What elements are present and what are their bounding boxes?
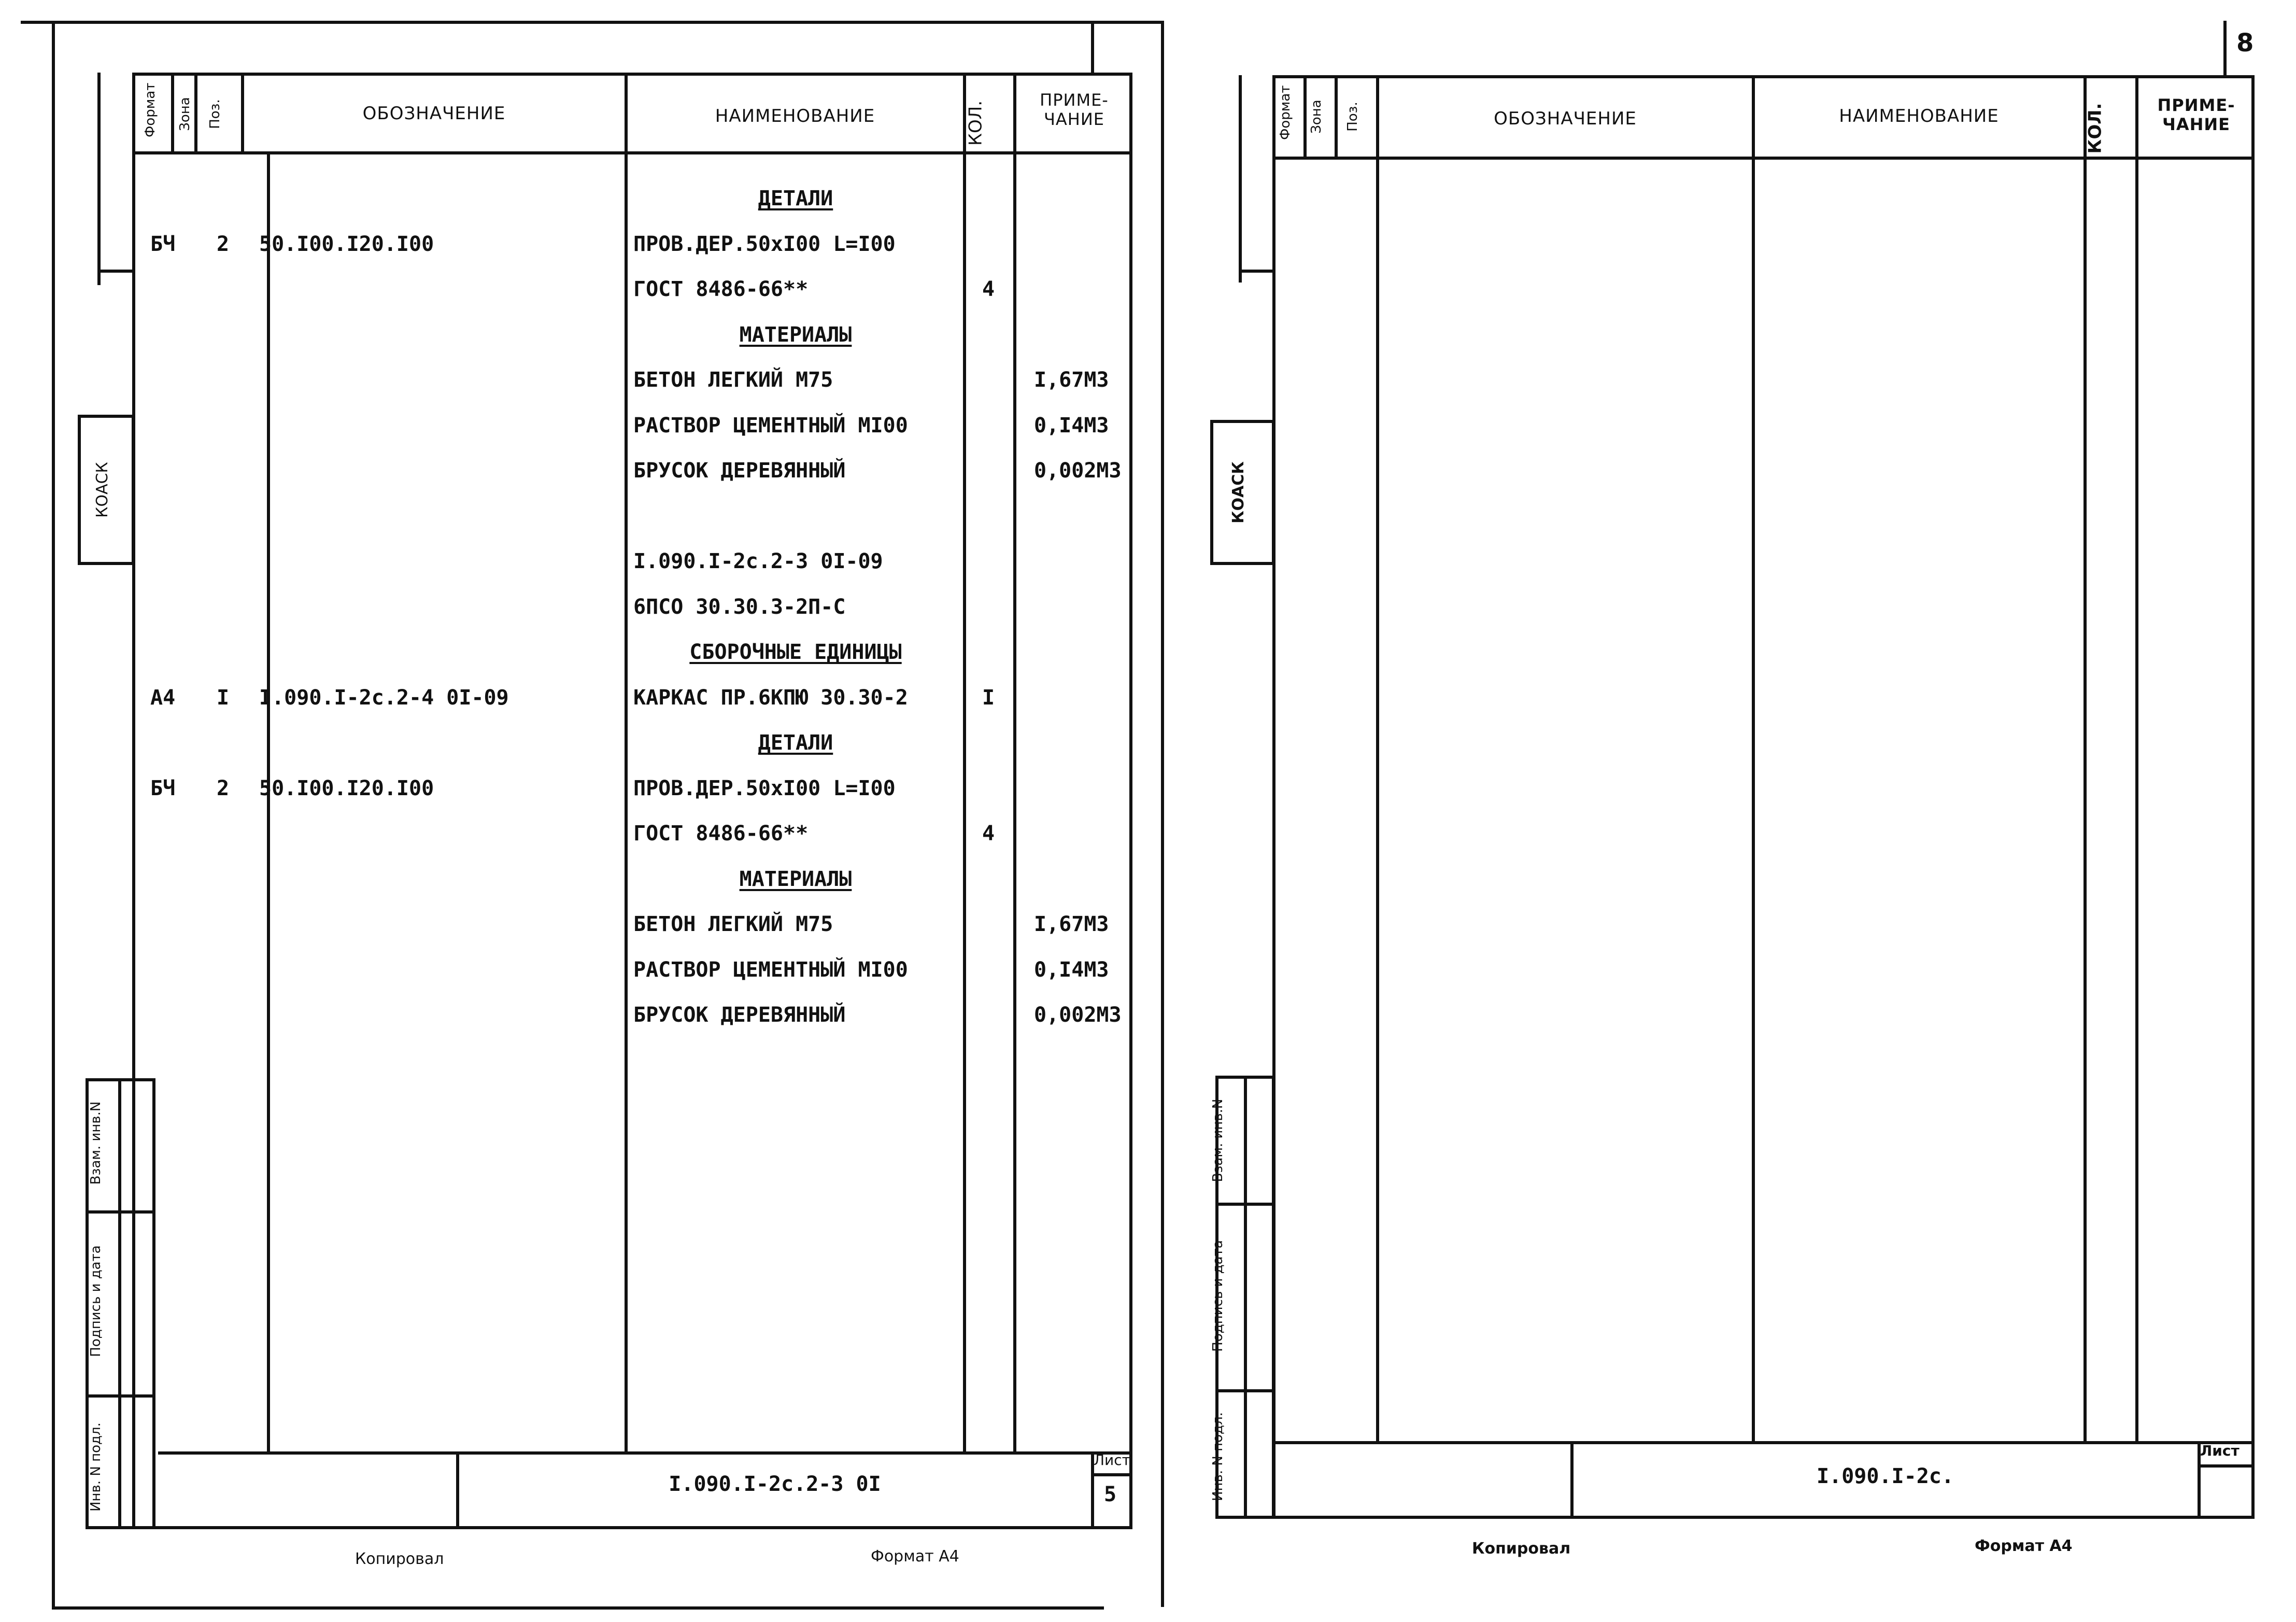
section-heading: СБОРОЧНЫЕ ЕДИНИЦЫ bbox=[689, 640, 902, 664]
note-cell: 0,002М3 bbox=[1034, 459, 1122, 483]
copied-label: Копировал bbox=[355, 1550, 444, 1568]
side-strip-line bbox=[97, 270, 134, 273]
name-cell: I.090.I-2с.2-3 0I-09 bbox=[633, 549, 883, 573]
pos-cell: I bbox=[217, 686, 230, 710]
stamp-label: КОАСК bbox=[1229, 461, 1248, 524]
sign-date-label: Подпись и дата bbox=[88, 1245, 104, 1357]
qty-cell: 4 bbox=[982, 277, 995, 301]
format-header: Формат bbox=[143, 82, 158, 137]
zone-header: Зона bbox=[177, 97, 193, 131]
col-line bbox=[1376, 75, 1379, 1441]
doc-code: I.090.I-2с. bbox=[1817, 1464, 1954, 1488]
left-top-tab bbox=[1091, 21, 1094, 73]
format-label: Формат А4 bbox=[871, 1547, 959, 1565]
col-line bbox=[267, 151, 270, 1452]
col-line bbox=[171, 73, 174, 153]
stamp-label: КОАСК bbox=[93, 462, 111, 518]
sheet-label: Лист bbox=[1094, 1451, 1130, 1469]
format-cell: БЧ bbox=[150, 777, 176, 800]
col-line bbox=[1013, 73, 1016, 1454]
note-cell: I,67М3 bbox=[1034, 368, 1109, 392]
side-sign-line bbox=[1215, 1203, 1275, 1206]
sign-date-label: Подпись и дата bbox=[1210, 1240, 1226, 1352]
inv-orig-label: Инв. N подл. bbox=[88, 1422, 104, 1512]
designation-cell: I.090.I-2с.2-4 0I-09 bbox=[259, 686, 509, 710]
left-bottom-edge bbox=[52, 1606, 1104, 1610]
col-line bbox=[625, 73, 628, 1454]
qty-header: КОЛ. bbox=[2085, 103, 2106, 154]
section-heading: ДЕТАЛИ bbox=[758, 187, 833, 210]
col-line bbox=[1752, 75, 1755, 1441]
name-cell: БРУСОК ДЕРЕВЯННЫЙ bbox=[633, 1003, 846, 1027]
note-cell: 0,002М3 bbox=[1034, 1003, 1122, 1027]
note-cell: 0,I4М3 bbox=[1034, 414, 1109, 438]
format-cell: А4 bbox=[150, 686, 176, 710]
right-top-tab bbox=[2223, 21, 2227, 78]
name-cell: ГОСТ 8486-66** bbox=[633, 822, 809, 845]
designation-header: ОБОЗНАЧЕНИЕ bbox=[1494, 108, 1637, 129]
designation-header: ОБОЗНАЧЕНИЕ bbox=[362, 103, 506, 124]
note-header: ПРИМЕ-ЧАНИЕ bbox=[1040, 90, 1109, 129]
name-cell: БЕТОН ЛЕГКИЙ М75 bbox=[633, 912, 833, 936]
side-sign-line bbox=[86, 1210, 155, 1214]
col-line bbox=[963, 73, 966, 1454]
copied-label: Копировал bbox=[1472, 1540, 1571, 1558]
qty-cell: I bbox=[982, 686, 995, 710]
note-header: ПРИМЕ-ЧАНИЕ bbox=[2157, 95, 2235, 134]
section-heading: МАТЕРИАЛЫ bbox=[739, 867, 852, 891]
designation-cell: 50.I00.I20.I00 bbox=[259, 232, 434, 256]
sheet-divider bbox=[1161, 21, 1164, 1607]
qty-header: КОЛ. bbox=[965, 100, 986, 146]
format-header: Формат bbox=[1278, 85, 1293, 140]
name-header: НАИМЕНОВАНИЕ bbox=[715, 106, 875, 126]
sheet-number: 5 bbox=[1104, 1483, 1117, 1506]
title-block-line bbox=[1091, 1473, 1132, 1476]
pos-header: Поз. bbox=[1345, 102, 1360, 132]
zone-header: Зона bbox=[1309, 100, 1324, 134]
left-top-edge bbox=[21, 21, 1161, 24]
title-block-line bbox=[2198, 1464, 2255, 1468]
name-cell: БЕТОН ЛЕГКИЙ М75 bbox=[633, 368, 833, 392]
section-heading: ДЕТАЛИ bbox=[758, 731, 833, 755]
name-cell: РАСТВОР ЦЕМЕНТНЫЙ МI00 bbox=[633, 958, 908, 982]
side-sign-line bbox=[86, 1394, 155, 1398]
side-strip-line bbox=[1239, 75, 1242, 283]
note-cell: 0,I4М3 bbox=[1034, 958, 1109, 982]
qty-cell: 4 bbox=[982, 822, 995, 845]
name-cell: КАРКАС ПР.6КПЮ 30.30-2 bbox=[633, 686, 908, 710]
inv-orig-label: Инв. N подл. bbox=[1210, 1412, 1226, 1501]
title-block-top bbox=[158, 1451, 1132, 1455]
name-cell: 6ПСО 30.30.3-2П-С bbox=[633, 595, 846, 619]
col-line bbox=[2084, 75, 2087, 1441]
col-line bbox=[2135, 75, 2138, 1441]
name-cell: ПРОВ.ДЕР.50хI00 L=I00 bbox=[633, 232, 896, 256]
right-header-rule bbox=[1272, 157, 2255, 160]
col-line bbox=[1303, 75, 1307, 158]
inv-replace-label: Взам. инв.N bbox=[88, 1101, 104, 1185]
inv-replace-label: Взам. инв.N bbox=[1210, 1098, 1226, 1182]
side-strip-line bbox=[97, 73, 101, 285]
name-cell: БРУСОК ДЕРЕВЯННЫЙ bbox=[633, 459, 846, 483]
pos-cell: 2 bbox=[217, 777, 230, 800]
note-cell: I,67М3 bbox=[1034, 912, 1109, 936]
page-mark: 8 bbox=[2236, 29, 2254, 58]
pos-cell: 2 bbox=[217, 232, 230, 256]
section-heading: МАТЕРИАЛЫ bbox=[739, 323, 852, 347]
format-cell: БЧ bbox=[150, 232, 176, 256]
name-cell: РАСТВОР ЦЕМЕНТНЫЙ МI00 bbox=[633, 414, 908, 438]
format-label: Формат А4 bbox=[1975, 1537, 2073, 1555]
sheet-label: Лист bbox=[2200, 1442, 2240, 1459]
pos-header: Поз. bbox=[207, 99, 223, 129]
left-outer-edge bbox=[52, 21, 55, 1610]
right-table-frame bbox=[1272, 75, 2255, 1519]
side-sign-line bbox=[1244, 1076, 1247, 1519]
side-strip-line bbox=[1239, 270, 1275, 273]
doc-code: I.090.I-2с.2-3 0I bbox=[669, 1472, 881, 1496]
name-cell: ПРОВ.ДЕР.50хI00 L=I00 bbox=[633, 777, 896, 800]
left-header-rule bbox=[132, 151, 1132, 154]
side-sign-line bbox=[118, 1078, 121, 1529]
name-cell: ГОСТ 8486-66** bbox=[633, 277, 809, 301]
side-sign-line bbox=[1215, 1389, 1275, 1392]
col-line bbox=[1335, 75, 1338, 158]
title-block-top bbox=[1275, 1441, 2255, 1444]
designation-cell: 50.I00.I20.I00 bbox=[259, 777, 434, 800]
name-header: НАИМЕНОВАНИЕ bbox=[1839, 106, 1999, 126]
